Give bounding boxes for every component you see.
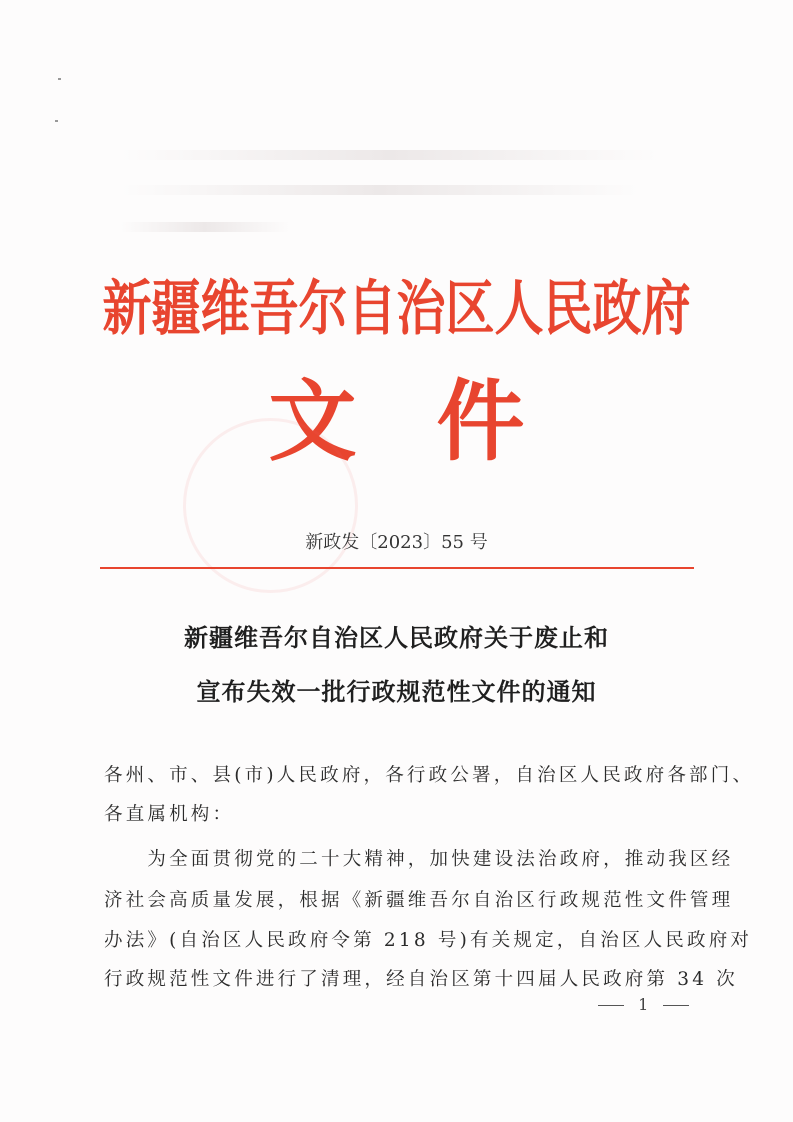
dash-decoration <box>663 1005 689 1006</box>
page-number <box>598 995 689 1014</box>
bleed-through-line <box>120 222 290 232</box>
bleed-through-line <box>120 185 640 195</box>
document-type-char: 件 <box>436 370 525 473</box>
document-number: 新政发〔2023〕55 号 <box>305 532 488 553</box>
body-line: 行政规范性文件进行了清理，经自治区第十四届人民政府第 34 次 <box>104 969 739 990</box>
document-type-header <box>0 352 793 478</box>
notice-title-line-1: 新疆维吾尔自治区人民政府关于废止和 <box>184 624 609 652</box>
scan-mark <box>55 120 58 122</box>
dash-decoration <box>598 1005 624 1006</box>
body-line: 办法》(自治区人民政府令第 218 号)有关规定，自治区人民政府对 <box>104 930 753 951</box>
body-line: 各州、市、县(市)人民政府，各行政公署，自治区人民政府各部门、 <box>104 765 755 786</box>
page-number-value: 1 <box>638 995 650 1014</box>
issuer-header: 新疆维吾尔自治区人民政府 <box>102 274 691 344</box>
bleed-through-line <box>120 150 660 160</box>
document-type-char: 文 <box>268 370 357 473</box>
body-line: 为全面贯彻党的二十大精神，加快建设法治政府，推动我区经 <box>104 849 734 870</box>
scan-mark <box>58 78 61 80</box>
body-line: 各直属机构： <box>104 804 235 825</box>
red-divider <box>100 567 694 569</box>
notice-title-line-2: 宣布失效一批行政规范性文件的通知 <box>196 678 597 706</box>
body-line: 济社会高质量发展，根据《新疆维吾尔自治区行政规范性文件管理 <box>104 890 734 911</box>
